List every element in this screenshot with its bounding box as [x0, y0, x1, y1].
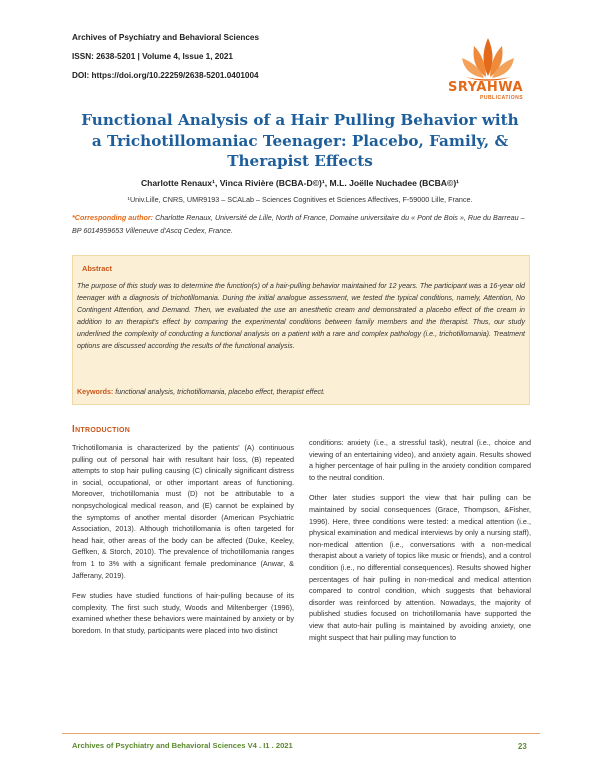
abstract-heading: Abstract	[82, 264, 112, 273]
keywords-label: Keywords:	[77, 388, 114, 396]
paragraph: Other later studies support the view that hair pulling can be maintained by social consequences (Grace, Thompson, &Fisher, 1996). Here, three conditions were tested: a medical attention (i.e., physical examination and medical interviews by only a nursing staff), non-medical attention (i.e., conversations with a non-medical therapist about a variety of topics like music or friends), and a control condition (i.e., no differential consequences). Results showed higher percentages of hair pulling in non-medical and medical attention compared to control condition, which suggests that behavioral disorder was reinforced by attention. Nowadays, the majority of published studies focused on trichotillomania have supported the view that auto-hair pulling is maintained by avoiding anxiety, one might suspect that hair pulling may function to	[309, 493, 531, 642]
introduction-heading: Introduction	[72, 424, 131, 435]
corresponding-text: Charlotte Renaux, Université de Lille, North of France, Domaine universitaire du « Pont de Bois », Rue du Barreau – BP 6014959653 Villeneuve d'Ascq Cedex, France.	[72, 213, 525, 235]
abstract-box	[72, 255, 530, 405]
paragraph: Trichotillomania is characterized by the patients' (A) continuous pulling out of personal hair with resultant hair loss, (B) repeated attempts to stop hair pulling causing (C) clinically significant distress in social, occupational, or other important areas of functioning. Moreover, trichotillomania must (D) not be attributable to a nonpsychological medical reason, and (E) cannot be explained by the symptoms of another mental disorder (American Psychiatric Association, 2013). Although trichotillomania is often targeted for head hair, other areas of the body can be affected (Duke, Keeley, Geffken, & Storch, 2010). The prevalence of trichotillomania ranges from 1 to 3% with a significant female predominance (Anwar, & Jafferany, 2019).	[72, 443, 294, 580]
corresponding-author	[72, 211, 534, 237]
affiliation: ¹Univ.Lille, CNRS, UMR9193 – SCALab – Sciences Cognitives et Sciences Affectives, F-59000 Lille, France.	[127, 195, 473, 204]
paragraph: Few studies have studied functions of hair-pulling because of its complexity. The first such study, Woods and Miltenberger (1996), examined whether these behaviors were maintained by anxiety or by boredom. In that study, participants were placed into two distinct	[72, 591, 294, 635]
keywords-line	[77, 388, 525, 396]
keywords-value: functional analysis, trichotillomania, placebo effect, therapist effect.	[115, 388, 326, 396]
paragraph: conditions: anxiety (i.e., a stressful task), neutral (i.e., choice and viewing of an entertaining video), and anxiety again. Results showed a higher percentage of hair pulling in the anxiety condition compared to the neutral condition.	[309, 438, 531, 482]
left-column	[72, 442, 294, 646]
title-line-2: a Trichotillomaniac Teenager: Placebo, Family, &	[91, 131, 509, 150]
logo-wordmark: SRYAHWA	[448, 80, 524, 95]
issn-line: ISSN: 2638-5201 | Volume 4, Issue 1, 2021	[72, 52, 233, 61]
title-line-3: Therapist Effects	[227, 152, 373, 170]
footer-journal: Archives of Psychiatry and Behavioral Sciences V4 . I1 . 2021	[72, 741, 293, 750]
right-column	[309, 437, 531, 652]
footer-divider	[62, 733, 540, 734]
article-title	[60, 110, 540, 172]
page-number: 23	[518, 742, 527, 751]
logo-subtitle: PUBLICATIONS	[480, 95, 524, 101]
doi-line[interactable]: DOI: https://doi.org/10.22259/2638-5201.0401004	[72, 71, 259, 80]
journal-header	[72, 28, 259, 85]
author-list: Charlotte Renaux¹, Vinca Rivière (BCBA-D©)¹, M.L. Joëlle Nuchadee (BCBA©)¹	[140, 178, 460, 188]
abstract-text: The purpose of this study was to determine the function(s) of a hair-pulling behavior maintained for 12 years. The participant was a 16-year old teenager with a diagnosis of trichotillomania. During the initial analogue assessment, we tested the typical conditions, namely, Attention, No Contingent Attention, and Demand. Then, we evaluated the use an anesthetic cream and demonstrated a placebo effect of the cream in addition to an therapist's effect by comparing the experimental conditions between family members and the therapist. Thus, our study underlined the complexity of conducting a functional analysis on a patient with a rare and complex pathology (i.e., trichotillomania). Treatment options are discussed according the results of the functional analysis.	[77, 282, 525, 350]
title-line-1: Functional Analysis of a Hair Pulling Behavior with	[81, 111, 519, 129]
journal-name: Archives of Psychiatry and Behavioral Sciences	[72, 33, 260, 42]
corresponding-label: *Corresponding author:	[72, 213, 154, 222]
